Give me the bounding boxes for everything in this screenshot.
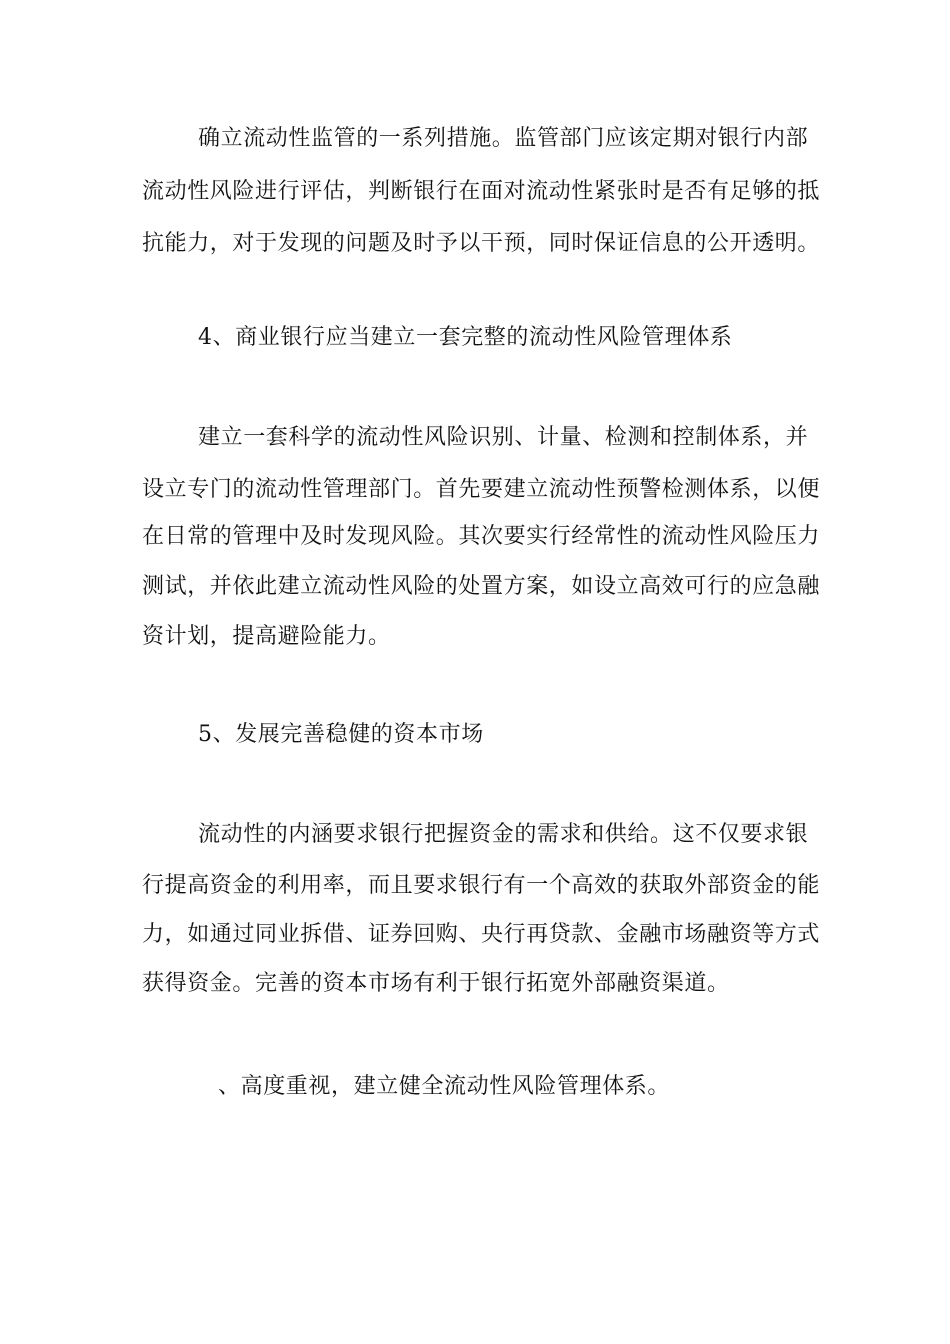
text-line: 行提高资金的利用率，而且要求银行有一个高效的获取外部资金的能 (142, 873, 821, 898)
section-heading-4: 4、商业银行应当建立一套完整的流动性风险管理体系 (198, 325, 733, 350)
text-line: 资计划，提高避险能力。 (142, 624, 391, 649)
text-line: 流动性风险进行评估，判断银行在面对流动性紧张时是否有足够的抵 (142, 179, 821, 204)
text-line: 流动性的内涵要求银行把握资金的需求和供给。这不仅要求银 (198, 822, 809, 847)
text-line: 确立流动性监管的一系列措施。监管部门应该定期对银行内部 (198, 126, 809, 151)
text-line: 抗能力，对于发现的问题及时予以干预，同时保证信息的公开透明。 (142, 231, 821, 256)
text-line: 建立一套科学的流动性风险识别、计量、检测和控制体系，并 (198, 425, 809, 450)
text-line: 在日常的管理中及时发现风险。其次要实行经常性的流动性风险压力 (142, 524, 821, 549)
section-heading-final: 、高度重视，建立健全流动性风险管理体系。 (218, 1074, 671, 1099)
text-line: 设立专门的流动性管理部门。首先要建立流动性预警检测体系，以便 (142, 477, 821, 502)
text-line: 测试，并依此建立流动性风险的处置方案，如设立高效可行的应急融 (142, 574, 821, 599)
text-line: 获得资金。完善的资本市场有利于银行拓宽外部融资渠道。 (142, 971, 730, 996)
section-heading-5: 5、发展完善稳健的资本市场 (198, 722, 484, 747)
text-line: 力，如通过同业拆借、证券回购、央行再贷款、金融市场融资等方式 (142, 922, 821, 947)
